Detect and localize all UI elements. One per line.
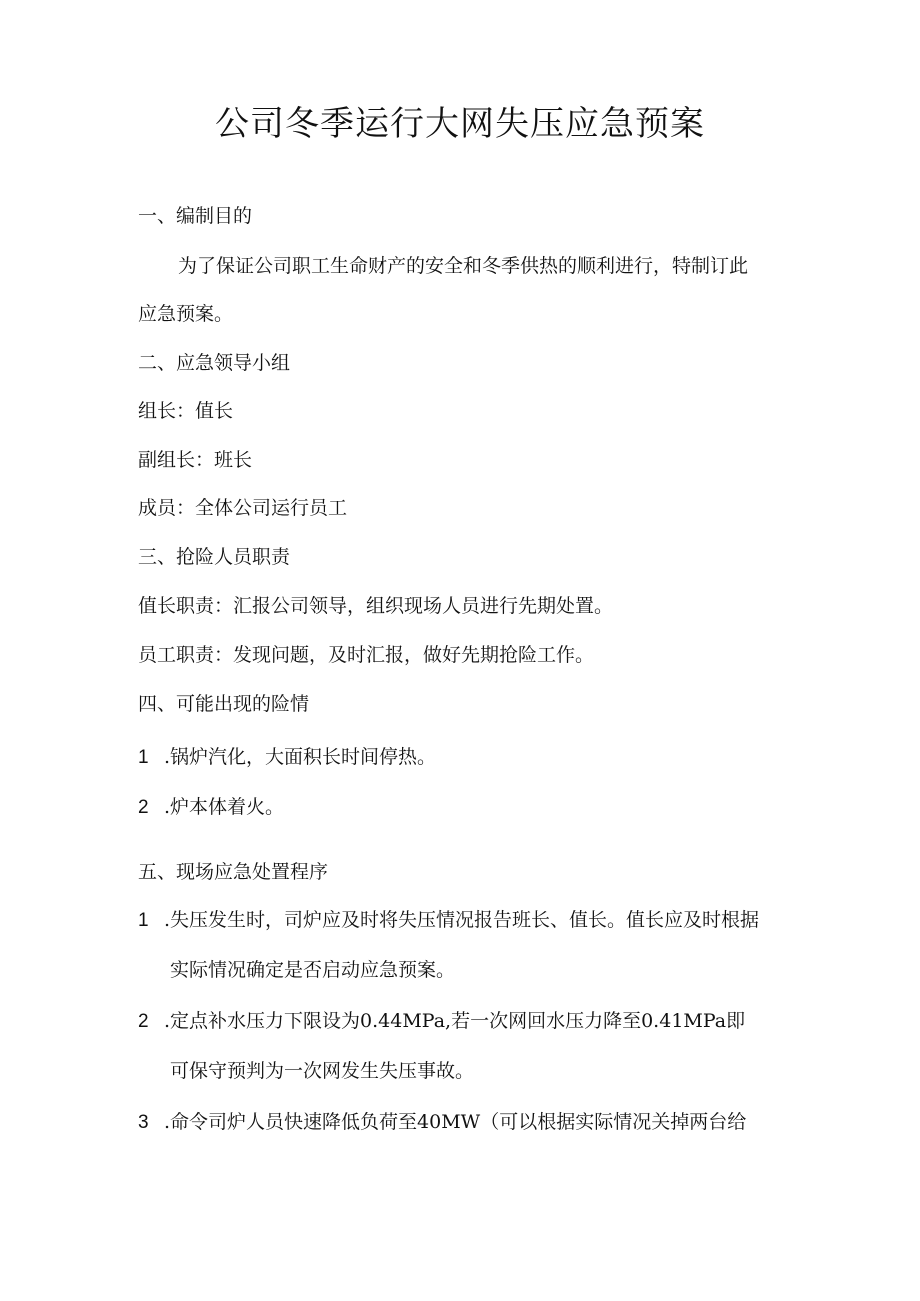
section-heading-2: 二、应急领导小组 — [138, 352, 291, 374]
list-text: .炉本体着火。 — [164, 796, 285, 818]
list-text: .失压发生时，司炉应及时将失压情况报告班长、值长。值长应及时根据 — [164, 909, 760, 931]
list-text: .定点补水压力下限设为0.44MPa,若一次网回水压力降至0.41MPa即 — [164, 1010, 746, 1032]
document-title: 公司冬季运行大网失压应急预案 — [215, 104, 705, 144]
section-heading-5: 五、现场应急处置程序 — [138, 861, 329, 883]
list-number: 2 — [138, 797, 149, 818]
section-heading-3: 三、抢险人员职责 — [138, 546, 291, 568]
list-item — [138, 1007, 745, 1036]
list-item — [138, 793, 284, 822]
list-number: 2 — [138, 1011, 149, 1032]
paragraph-line: 组长：值长 — [138, 400, 234, 422]
paragraph-line: 副组长：班长 — [138, 449, 253, 471]
list-text: .命令司炉人员快速降低负荷至40MW（可以根据实际情况关掉两台给 — [164, 1111, 747, 1133]
list-item — [138, 906, 759, 935]
paragraph-line: 员工职责：发现问题，及时汇报，做好先期抢险工作。 — [138, 644, 595, 666]
paragraph-line: 成员：全体公司运行员工 — [138, 497, 348, 519]
list-number: 1 — [138, 747, 149, 768]
list-item — [138, 1108, 746, 1137]
paragraph-line: 可保守预判为一次网发生失压事故。 — [170, 1060, 475, 1082]
list-number: 1 — [138, 910, 149, 931]
paragraph-line: 值长职责：汇报公司领导，组织现场人员进行先期处置。 — [138, 595, 614, 617]
section-heading-4: 四、可能出现的险情 — [138, 693, 310, 715]
list-item — [138, 743, 436, 772]
paragraph-line: 为了保证公司职工生命财产的安全和冬季供热的顺利进行，特制订此 — [178, 255, 749, 277]
list-number: 3 — [138, 1112, 149, 1133]
section-heading-1: 一、编制目的 — [138, 205, 253, 227]
list-text: .锅炉汽化，大面积长时间停热。 — [164, 746, 437, 768]
paragraph-line: 实际情况确定是否启动应急预案。 — [170, 959, 456, 981]
paragraph-line: 应急预案。 — [138, 303, 234, 325]
